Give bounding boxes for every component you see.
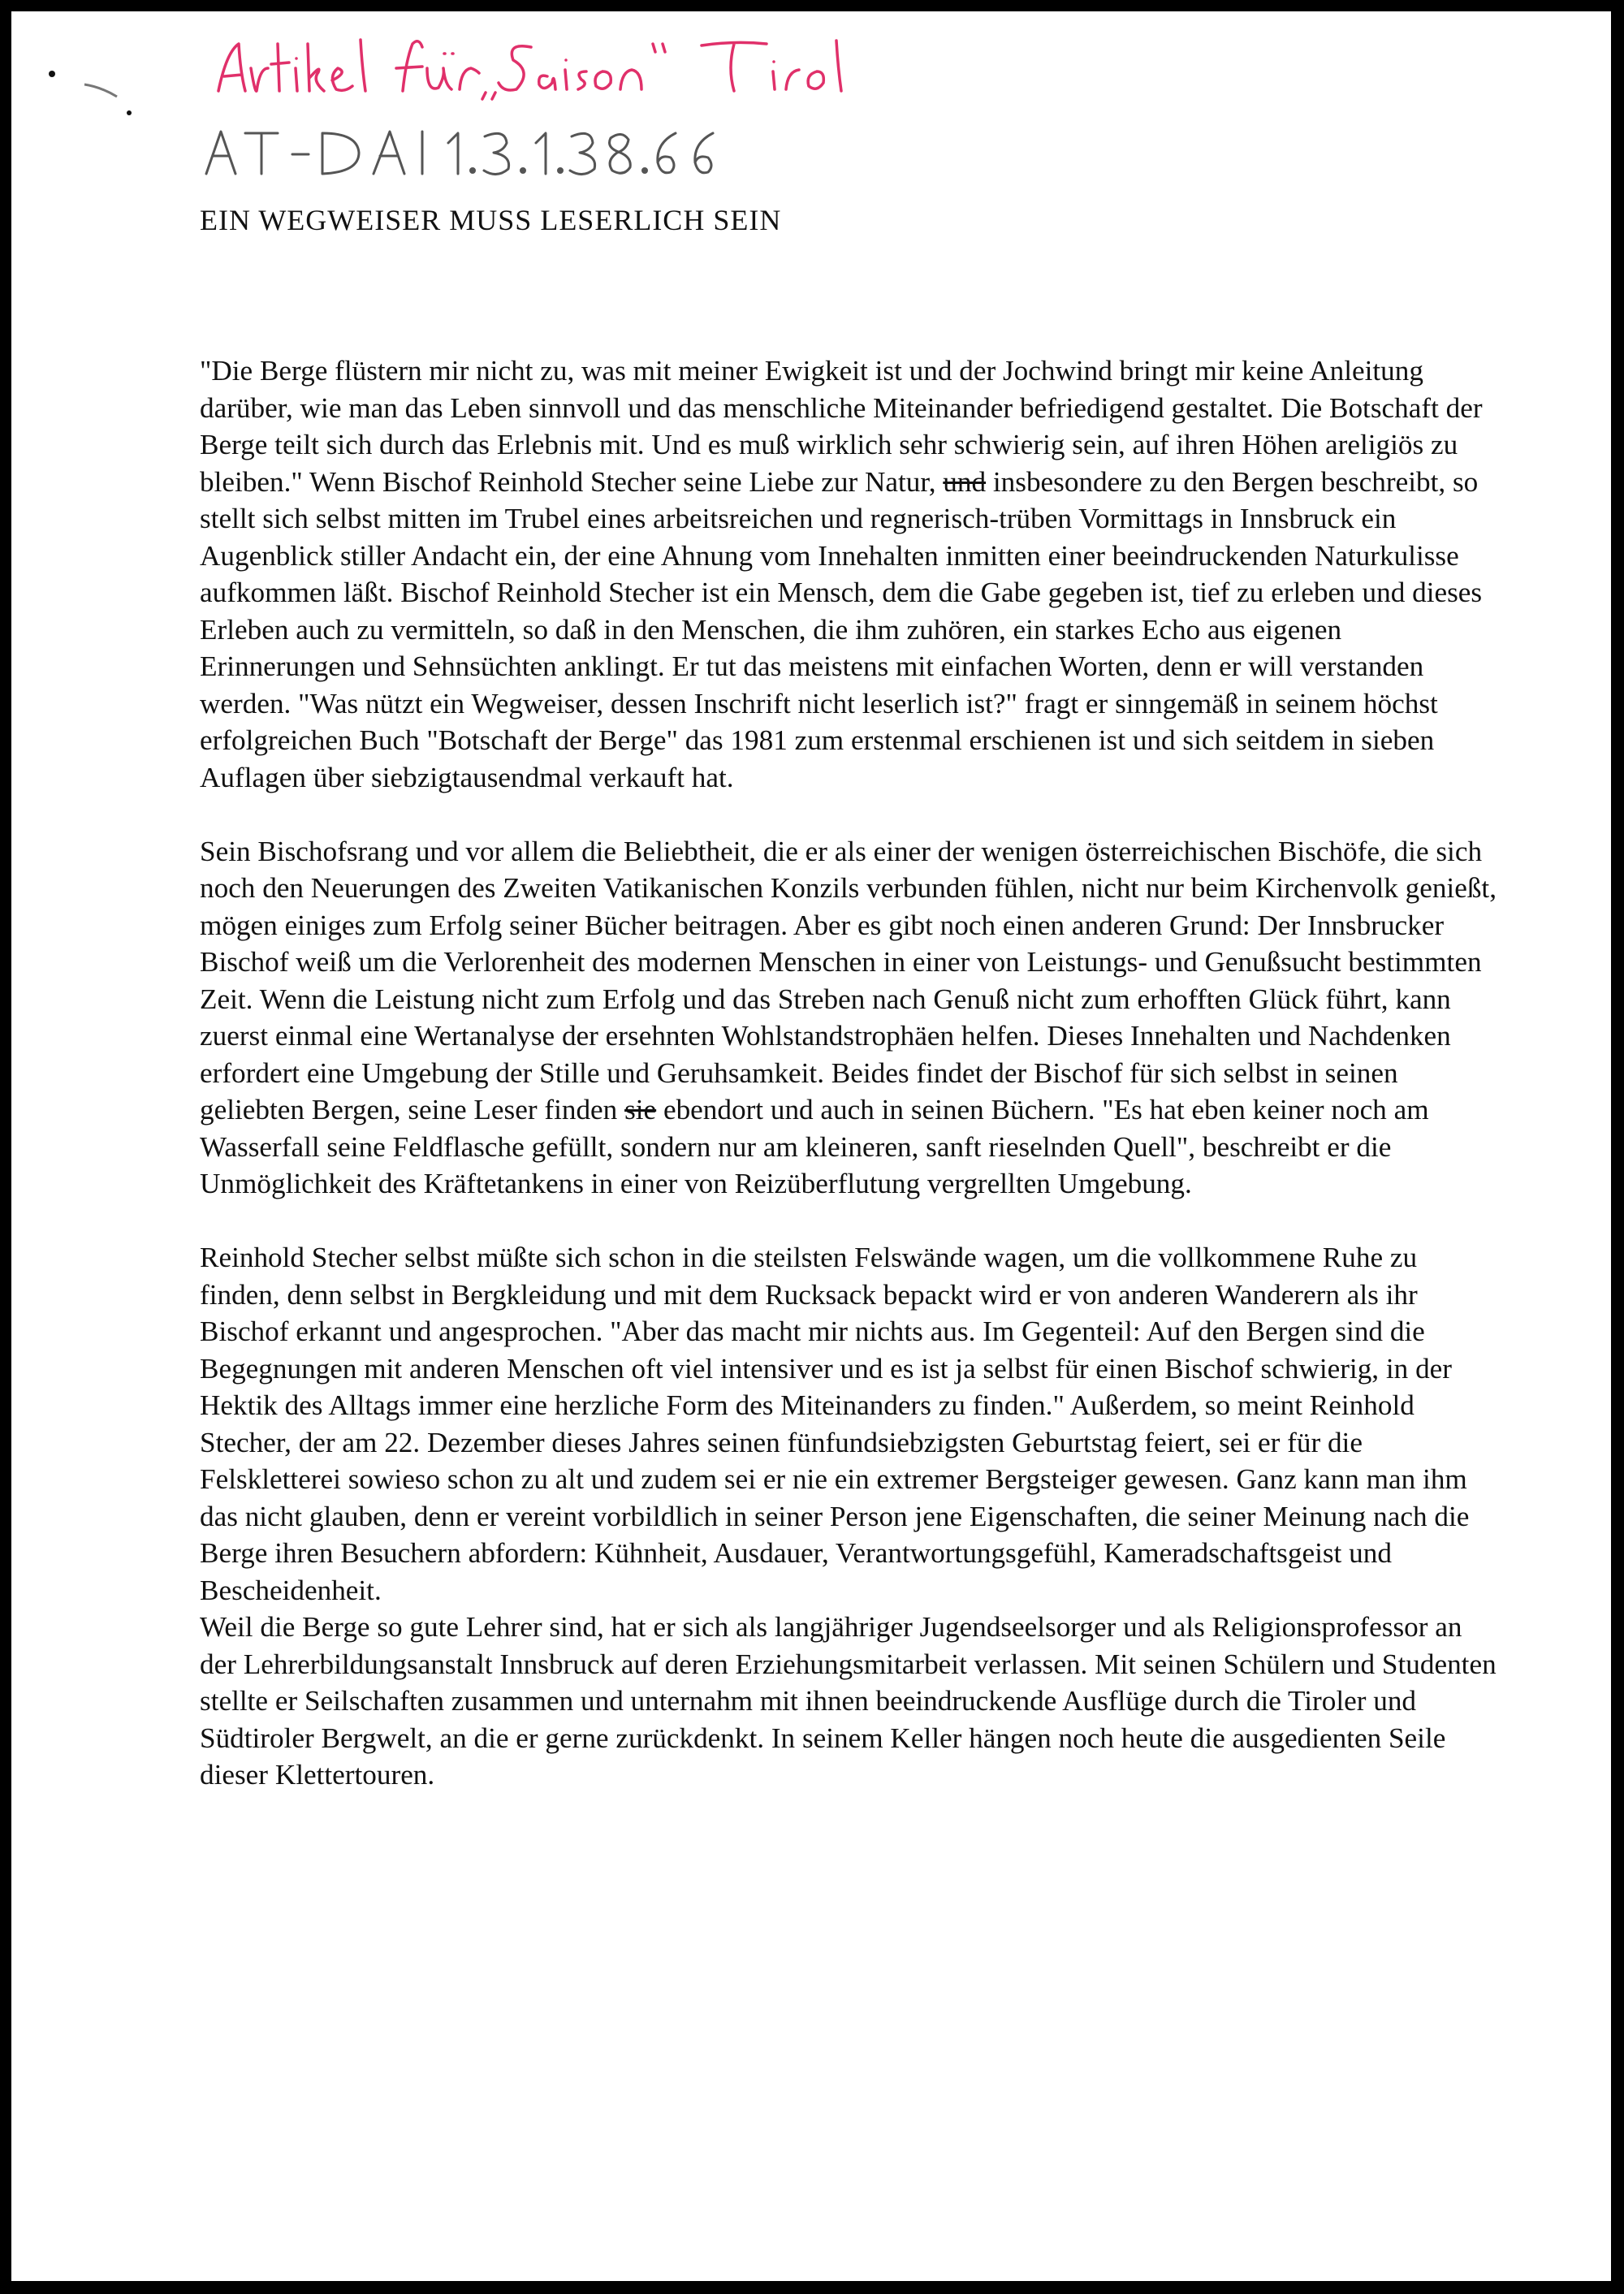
document-page bbox=[11, 11, 1611, 2281]
paragraph-2-part-2: ebendort und auch in seinen Büchern. "Es hat eben keiner noch am Wasserfall seine Feldflasche gefüllt, sondern nur am kleineren, sanft rieselnden Quell", beschreibt er die Unmöglichkeit des Kräftetankens in einer von Reizüberflutung vergrellten Umgebung. bbox=[200, 1094, 1429, 1199]
paragraph-2-part-1: Sein Bischofsrang und vor allem die Beliebtheit, die er als einer der wenigen österreichischen Bischöfe, die sich noch den Neuerungen des Zweiten Vatikanischen Konzils verbunden fühlen, nicht nur beim Kirchenvolk genießt, mögen einiges zum Erfolg seiner Bücher beitragen. Aber es gibt noch einen anderen Grund: Der Innsbrucker Bischof weiß um die Verlorenheit des modernen Menschen in einer von Leistungs- und Genußsucht bestimmten Zeit. Wenn die Leistung nicht zum Erfolg und das Streben nach Genuß nicht zum erhofften Glück führt, kann zuerst einmal eine Wertanalyse der ersehnten Wohlstandstrophäen helfen. Dieses Innehalten und Nachdenken erfordert eine Umgebung der Stille und Geruhsamkeit. Beides findet der Bischof für sich selbst in seinen geliebten Bergen, seine Leser finden bbox=[200, 835, 1497, 1125]
archive-signature bbox=[205, 123, 773, 180]
document-title: EIN WEGWEISER MUSS LESERLICH SEIN bbox=[200, 204, 782, 236]
paragraph-1-part-2: insbesondere zu den Bergen beschreibt, so stellt sich selbst mitten im Trubel eines arbeitsreichen und regnerisch-trüben Vormittags in Innsbruck ein Augenblick stiller Andacht ein, der eine Ahnung vom Innehalten inmitten einer beeindruckenden Naturkulisse aufkommen läßt. Bischof Reinhold Stecher ist ein Mensch, dem die Gabe gegeben ist, tief zu erleben und dieses Erleben auch zu vermitteln, so daß in den Menschen, die ihm zuhören, ein starkes Echo aus eigenen Erinnerungen und Sehnsüchten anklingt. Er tut das meistens mit einfachen Worten, denn er will verstanden werden. "Was nützt ein Wegweiser, dessen Inschrift nicht leserlich ist?" fragt er sinngemäß in seinem höchst erfolgreichen Buch "Botschaft der Berge" das 1981 zum erstenmal erschienen ist und sich seitdem in sieben Auflagen über siebzigtausendmal verkauft hat. bbox=[200, 465, 1483, 793]
paragraph-1-part-1: "Die Berge flüstern mir nicht zu, was mit meiner Ewigkeit ist und der Jochwind bringt mir keine Anleitung darüber, wie man das Leben sinnvoll und das menschliche Miteinander befriedigend gestaltet. Die Botschaft der Berge teilt sich durch das Erlebnis mit. Und es muß wirklich sehr schwierig sein, auf ihren Höhen areligiös zu bleiben." Wenn Bischof Reinhold Stecher seine Liebe zur Natur, bbox=[200, 355, 1483, 498]
paragraph-3: Reinhold Stecher selbst müßte sich schon in die steilsten Felswände wagen, um die vollkommene Ruhe zu finden, denn selbst in Bergkleidung und mit dem Rucksack bepackt wird er von anderen Wanderern als ihr Bischof erkannt und angesprochen. "Aber das macht mir nichts aus. Im Gegenteil: Auf den Bergen sind die Begegnungen mit anderen Menschen oft viel intensiver und es ist ja selbst für einen Bischof schwierig, in der Hektik des Alltags immer eine herzliche Form des Miteinanders zu finden." Außerdem, so meint Reinhold Stecher, der am 22. Dezember dieses Jahres seinen fünfundsiebzigsten Geburtstag feiert, sei er für die Felskletterei sowieso schon zu alt und zudem sei er nie ein extremer Bergsteiger gewesen. Ganz kann man ihm das nicht glauben, denn er vereint vorbildlich in seiner Person jene Eigenschaften, die seiner Meinung nach die Berge ihren Besuchern abfordern: Kühnheit, Ausdauer, Verantwortungsgefühl, Kameradschaftsgeist und Bescheidenheit. bbox=[200, 1242, 1470, 1606]
article-body bbox=[200, 352, 1499, 1794]
struck-word: und bbox=[943, 465, 987, 498]
paragraph-4: Weil die Berge so gute Lehrer sind, hat er sich als langjähriger Jugendseelsorger und als Religionsprofessor an der Lehrerbildungsanstalt Innsbruck auf deren Erziehungsmitarbeit verlassen. Mit seinen Schülern und Studenten stellte er Seilschaften zusammen und unternahm mit ihnen beeindruckende Ausflüge durch die Tiroler und Südtiroler Bergwelt, an die er gerne zurückdenkt. In seinem Keller hängen noch heute die ausgedienten Seile dieser Klettertouren. bbox=[200, 1611, 1497, 1791]
struck-word: sie bbox=[624, 1094, 657, 1125]
paragraph-2 bbox=[200, 833, 1499, 1203]
paragraph-1 bbox=[200, 352, 1499, 796]
pencil-marks bbox=[36, 56, 149, 129]
